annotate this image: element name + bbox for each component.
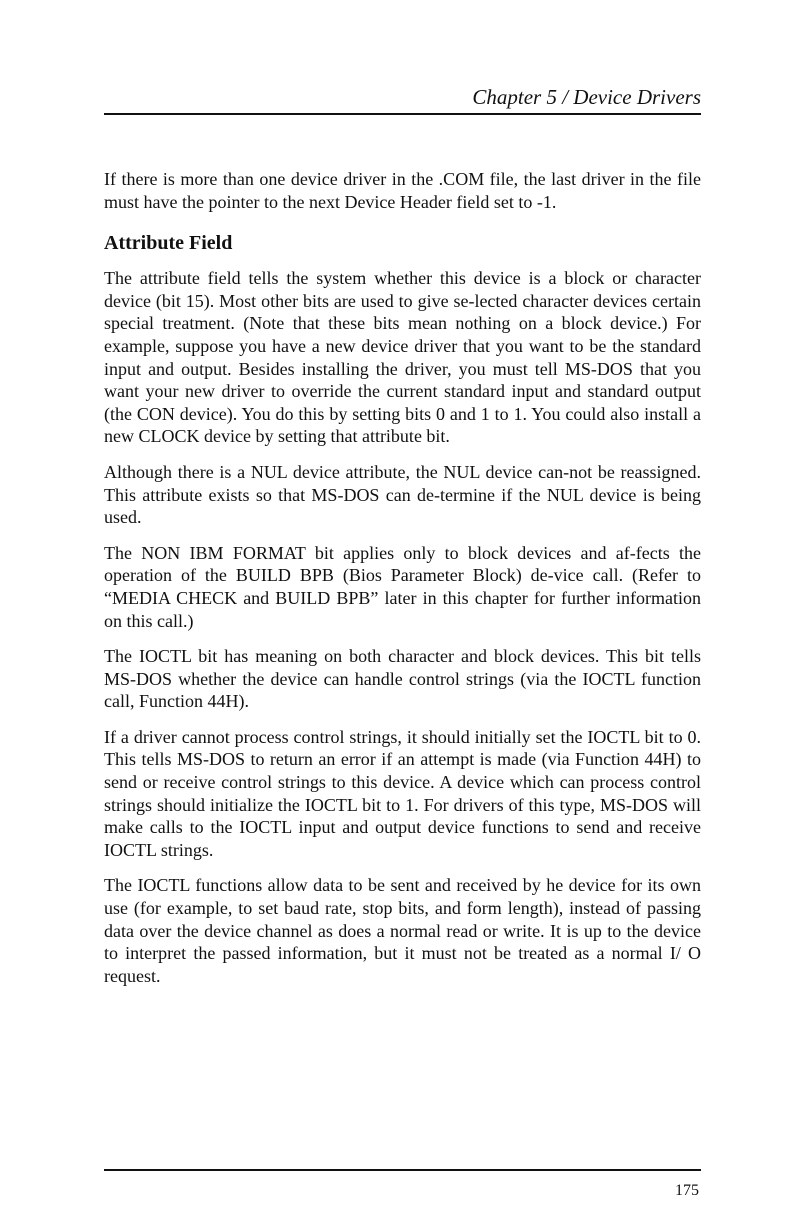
paragraph-ioctl-bit: The IOCTL bit has meaning on both character and block devices. This bit tells MS-DOS whether the device can handle control strings (via the IOCTL function call, Function 44H).: [104, 646, 701, 712]
header-rule: [104, 113, 701, 115]
paragraph-non-ibm-format: The NON IBM FORMAT bit applies only to block devices and af-fects the operation of the BUILD BPB (Bios Parameter Block) de-vice call. (Refer to “MEDIA CHECK and BUILD BPB” later in this chapter for further information on this call.): [104, 542, 701, 631]
section-heading-attribute-field: Attribute Field: [104, 232, 233, 255]
paragraph-com-file: If there is more than one device driver in the .COM file, the last driver in the file must have the pointer to the next Device Header field set to -1.: [104, 169, 701, 212]
page-body: [104, 168, 701, 1000]
footer-rule: [104, 1169, 701, 1171]
running-head-title: Chapter 5 / Device Drivers: [472, 85, 701, 109]
paragraph-nul-device: Although there is a NUL device attribute, the NUL device can-not be reassigned. This attribute exists so that MS-DOS can de-termine if the NUL device is being used.: [104, 461, 701, 528]
paragraph-attribute-field: The attribute field tells the system whether this device is a block or character device (bit 15). Most other bits are used to give se-lected character devices certain special treatment. (Note that these bits mean nothing on a block device.) For example, suppose you have a new device driver that you want to be the standard input and output. Besides installing the driver, you must tell MS-DOS that you want your new driver to override the current standard input and standard output (the CON device). You do this by setting bits 0 and 1 to 1. You could also install a new CLOCK device by setting that attribute bit.: [104, 268, 701, 447]
page-number: 175: [675, 1182, 699, 1199]
paragraph-ioctl-functions: The IOCTL functions allow data to be sent and received by he device for its own use (for example, to set baud rate, stop bits, and form length), instead of passing data over the device channel as does a normal read or write. It is up to the device to interpret the passed information, but it must not be treated as a normal I/ O request.: [104, 875, 701, 986]
paragraph-control-strings: If a driver cannot process control strings, it should initially set the IOCTL bit to 0. This tells MS-DOS to return an error if an attempt is made (via Function 44H) to send or receive control strings to this device. A device which can process control strings should initialize the IOCTL bit to 1. For drivers of this type, MS-DOS will make calls to the IOCTL input and output device functions to send and receive IOCTL strings.: [104, 726, 701, 860]
